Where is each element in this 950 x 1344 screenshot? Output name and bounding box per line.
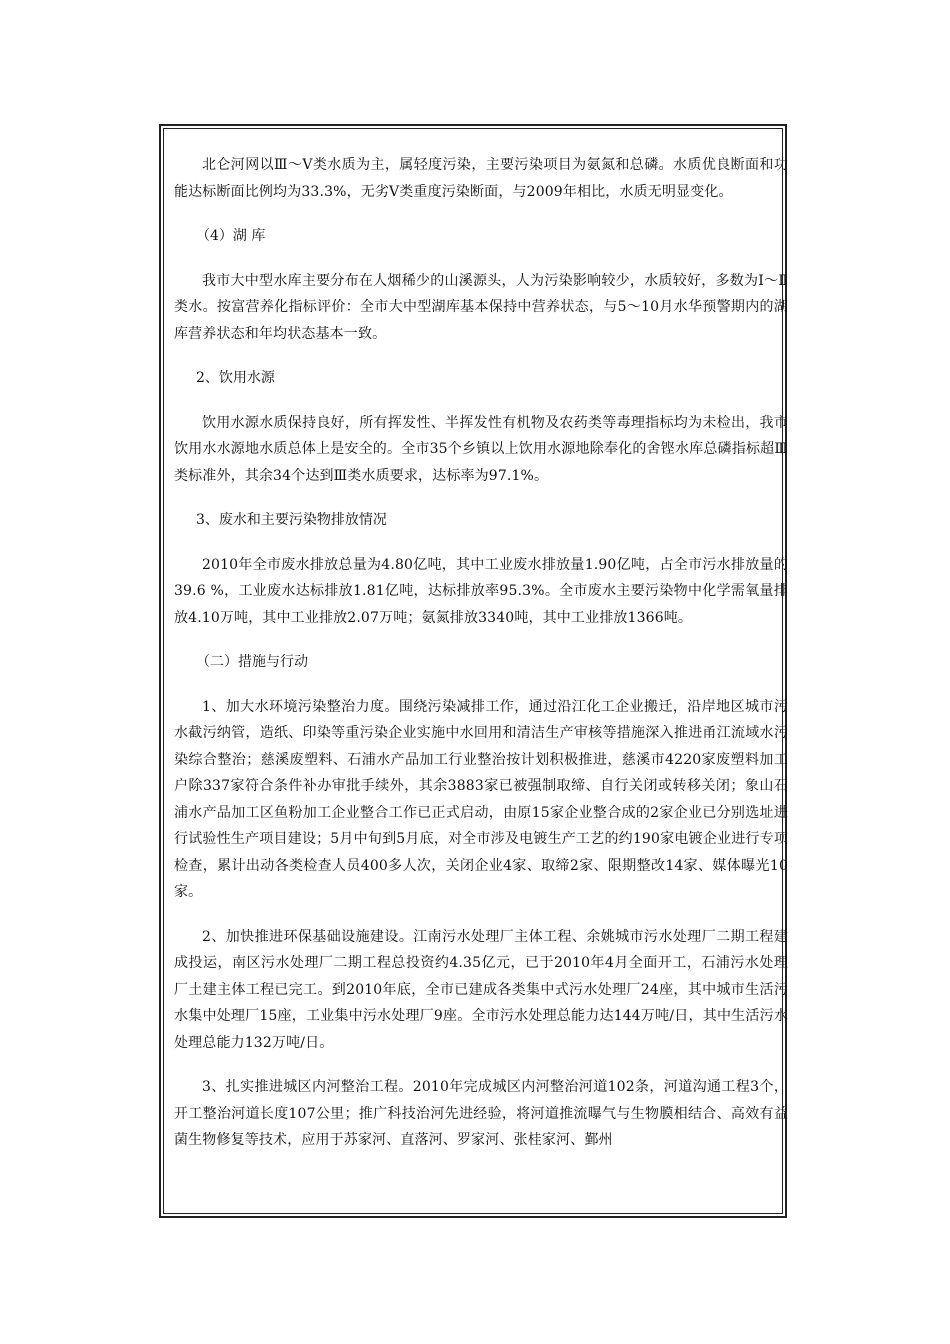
paragraph-infrastructure: 2、加快推进环保基础设施建设。江南污水处理厂主体工程、余姚城市污水处理厂二期工程建成投运，南区污水处理厂二期工程总投资约4.35亿元，已于2010年4月全面开工，石浦污水处理厂土建主体工程已完工。到2010年底，全市已建成各类集中式污水处理厂24座，其中城市生活污水集中处理厂15座，工业集中污水处理厂9座。全市污水处理总能力达144万吨/日，其中生活污水处理总能力132万吨/日。	[174, 928, 788, 1051]
heading-lakes-reservoirs: （4）湖 库	[196, 228, 266, 244]
paragraph-drinking-water: 饮用水源水质保持良好，所有挥发性、半挥发性有机物及农药类等毒理指标均为未检出，我市饮用水水源地水质总体上是安全的。全市35个乡镇以上饮用水源地除奉化的舍铿水库总磷指标超Ⅲ类标准外，其余34个达到Ⅲ类水质要求，达标率为97.1%。	[174, 414, 788, 484]
paragraph-reservoirs: 我市大中型水库主要分布在人烟稀少的山溪源头，人为污染影响较少，水质较好，多数为Ⅰ～Ⅱ类水。按富营养化指标评价：全市大中型湖库基本保持中营养状态，与5～10月水华预警期内的湖库营养状态和年均状态基本一致。	[174, 272, 788, 342]
document-body	[174, 152, 788, 1154]
paragraph-pollution-control: 1、加大水环境污染整治力度。围绕污染减排工作，通过沿江化工企业搬迁，沿岸地区城市污水截污纳管，造纸、印染等重污染企业实施中水回用和清洁生产审核等措施深入推进甬江流域水污染综合整治；慈溪废塑料、石浦水产品加工行业整治按计划积极推进，慈溪市4220家废塑料加工户除337家符合条件补办审批手续外，其余3883家已被强制取缔、自行关闭或转移关闭；象山石浦水产品加工区鱼粉加工企业整合工作已正式启动，由原15家企业整合成的2家企业已分别选址进行试验性生产项目建设；5月中旬到5月底，对全市涉及电镀生产工艺的约190家电镀企业进行专项检查，累计出动各类检查人员400多人次，关闭企业4家、取缔2家、限期整改14家、媒体曝光10家。	[174, 698, 788, 900]
paragraph-wastewater-emissions: 2010年全市废水排放总量为4.80亿吨，其中工业废水排放量1.90亿吨，占全市污水排放量的39.6 %，工业废水达标排放1.81亿吨，达标排放率95.3%。全市废水主要污染物中化学需氧量排放4.10万吨，其中工业排放2.07万吨；氨氮排放3340吨，其中工业排放1366吨。	[174, 556, 788, 626]
paragraph-beilun-river: 北仑河网以Ⅲ～Ⅴ类水质为主，属轻度污染，主要污染项目为氨氮和总磷。水质优良断面和功能达标断面比例均为33.3%，无劣Ⅴ类重度污染断面，与2009年相比，水质无明显变化。	[174, 157, 788, 200]
heading-drinking-water: 2、饮用水源	[196, 370, 275, 386]
heading-wastewater-emissions: 3、废水和主要污染物排放情况	[196, 512, 387, 528]
paragraph-urban-river: 3、扎实推进城区内河整治工程。2010年完成城区内河整治河道102条，河道沟通工程3个，开工整治河道长度107公里；推广科技治河先进经验，将河道推流曝气与生物膜相结合、高效有益菌生物修复等技术，应用于苏家河、直落河、罗家河、张桂家河、鄞州	[174, 1079, 788, 1148]
heading-measures-actions: （二）措施与行动	[196, 654, 308, 670]
